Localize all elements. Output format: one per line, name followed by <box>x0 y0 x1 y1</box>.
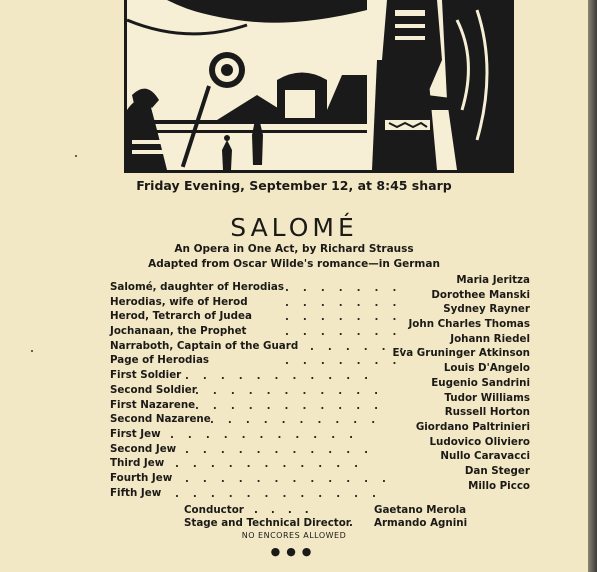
cast-role: Page of Herodias <box>110 354 210 367</box>
page-edge-shadow <box>588 0 597 572</box>
cast-singer: Millo Picco <box>468 479 530 492</box>
cast-role: Herod, Tetrarch of Judea <box>110 310 252 323</box>
leader-dots: ....... <box>285 311 411 324</box>
cast-role: Third Jew <box>110 457 165 470</box>
encore-notice: NO ENCORES ALLOWED <box>241 531 347 540</box>
cast-role: Jochanaan, the Prophet <box>110 325 247 338</box>
cast-singer: Louis D'Angelo <box>443 362 530 375</box>
cast-role: Fifth Jew <box>110 486 162 499</box>
cast-singer: Maria Jeritza <box>456 274 530 286</box>
cast-singer: Ludovico Oliviero <box>429 435 530 448</box>
cast-role: First Soldier <box>110 369 182 382</box>
cast-role: Narraboth, Captain of the Guard <box>110 339 299 352</box>
leader-dots: ............ <box>175 487 390 500</box>
leader-dots: ........... <box>170 428 368 441</box>
leader-dots: ....... <box>285 296 411 309</box>
credit-row <box>184 517 468 530</box>
cast-singer: Eva Gruninger Atkinson <box>392 347 530 360</box>
leader-dots: .... <box>254 504 322 516</box>
cast-singer: Russell Horton <box>444 406 530 419</box>
cast-singer: Johann Riedel <box>450 332 530 345</box>
illustration-drawing <box>127 0 511 170</box>
credit-name: Gaetano Merola <box>374 504 467 516</box>
leader-dots: ....... <box>285 326 411 339</box>
cast-role: Herodias, wife of Herod <box>110 295 248 308</box>
art-deco-illustration <box>124 0 514 173</box>
cast-list <box>110 274 530 500</box>
cast-role: Second Jew <box>110 442 177 455</box>
production-credits <box>184 504 468 530</box>
cast-role: Second Nazarene <box>110 413 211 426</box>
leader-dots: ........... <box>185 370 383 383</box>
cast-row <box>110 479 530 500</box>
cast-singer: Eugenio Sandrini <box>431 376 530 389</box>
credit-name: Armando Agnini <box>374 517 468 529</box>
leader-dots: . <box>349 517 366 529</box>
paper-speck <box>75 155 77 157</box>
leader-dots: .......... <box>210 414 390 427</box>
credit-role: Stage and Technical Director <box>184 517 351 529</box>
cast-role: First Nazarene <box>110 398 196 411</box>
opera-title: SALOMÉ <box>230 213 358 242</box>
leader-dots: ........... <box>185 443 383 456</box>
performance-date: Friday Evening, September 12, at 8:45 sharp <box>136 178 452 193</box>
credit-row <box>184 504 467 517</box>
cast-role: First Jew <box>110 427 161 440</box>
cast-role: Fourth Jew <box>110 471 173 484</box>
cast-singer: Giordano Paltrinieri <box>415 420 530 433</box>
cast-role: Second Soldier <box>110 383 197 396</box>
leader-dots: ........... <box>195 384 393 397</box>
cast-singer: Tudor Williams <box>444 391 530 404</box>
paper-speck <box>31 350 33 352</box>
cast-singer: Dorothee Manski <box>431 288 530 301</box>
leader-dots: ....... <box>285 355 411 368</box>
cast-role: Salomé, daughter of Herodias <box>110 281 284 293</box>
cast-singer: Dan Steger <box>464 464 530 477</box>
opera-subtitle: An Opera in One Act, by Richard Strauss <box>174 243 414 255</box>
ornament-bullets: ●●● <box>270 545 318 558</box>
leader-dots: ....... <box>285 282 411 294</box>
credit-role: Conductor <box>184 504 244 516</box>
cast-row <box>110 464 530 485</box>
cast-singer: Sydney Rayner <box>443 303 530 316</box>
leader-dots: ........... <box>175 458 373 471</box>
leader-dots: ............ <box>185 472 400 485</box>
cast-singer: Nullo Caravacci <box>440 450 530 463</box>
adaptation-note: Adapted from Oscar Wilde's romance—in German <box>148 258 440 270</box>
leader-dots: ....... <box>310 340 436 353</box>
cast-singer: John Charles Thomas <box>408 318 530 331</box>
leader-dots: ........... <box>195 399 393 412</box>
